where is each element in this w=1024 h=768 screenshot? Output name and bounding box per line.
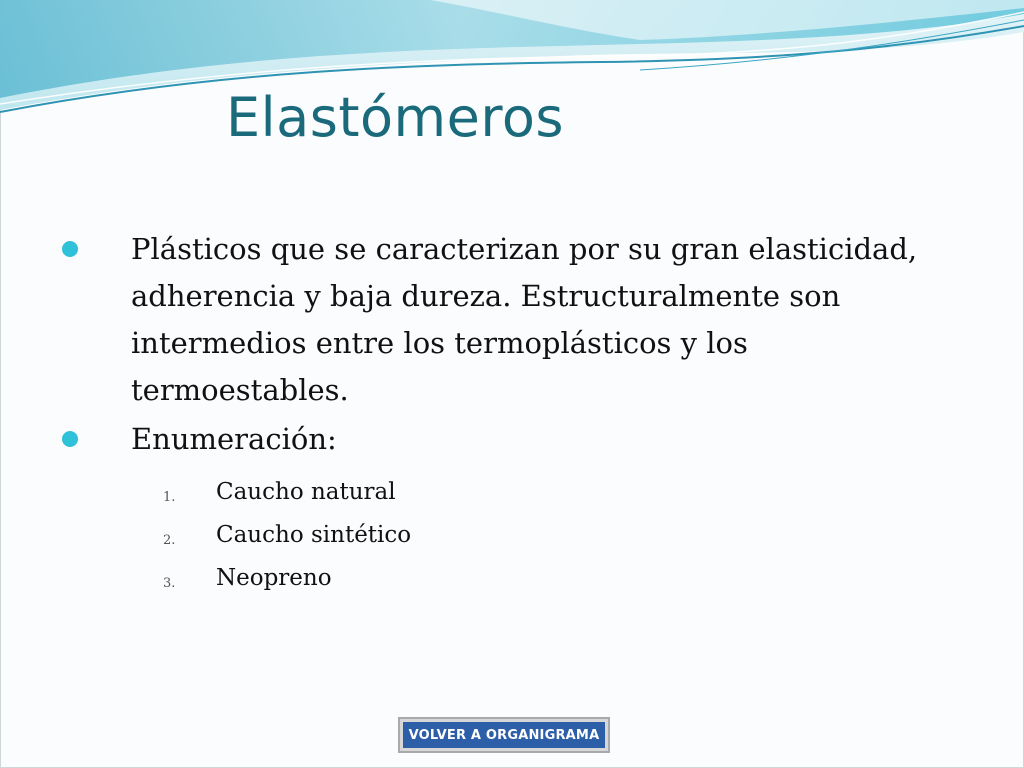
numbered-sublist: [131, 471, 960, 600]
bullet-text: Enumeración:: [131, 422, 337, 456]
bullet-item-definition: [60, 226, 960, 414]
list-item: [131, 471, 960, 514]
bullet-list: [60, 226, 960, 600]
bullet-icon: [62, 431, 78, 447]
list-item-number: 1.: [163, 490, 176, 505]
list-item-text: Caucho sintético: [216, 522, 412, 548]
bullet-item-enumeration: [60, 416, 960, 600]
list-item-text: Caucho natural: [216, 479, 396, 505]
list-item: [131, 557, 960, 600]
back-to-organigram-button[interactable]: [398, 717, 610, 753]
back-button-label: VOLVER A ORGANIGRAMA: [403, 722, 605, 748]
list-item-number: 3.: [163, 576, 176, 591]
slide-title: Elastómeros: [226, 86, 565, 149]
list-item-number: 2.: [163, 533, 176, 548]
list-item-text: Neopreno: [216, 565, 332, 591]
bullet-text: Plásticos que se caracterizan por su gran elasticidad, adherencia y baja dureza. Estructuralmente son intermedios entre los termoplásticos y los termoestables.: [131, 232, 918, 407]
bullet-icon: [62, 241, 78, 257]
list-item: [131, 514, 960, 557]
